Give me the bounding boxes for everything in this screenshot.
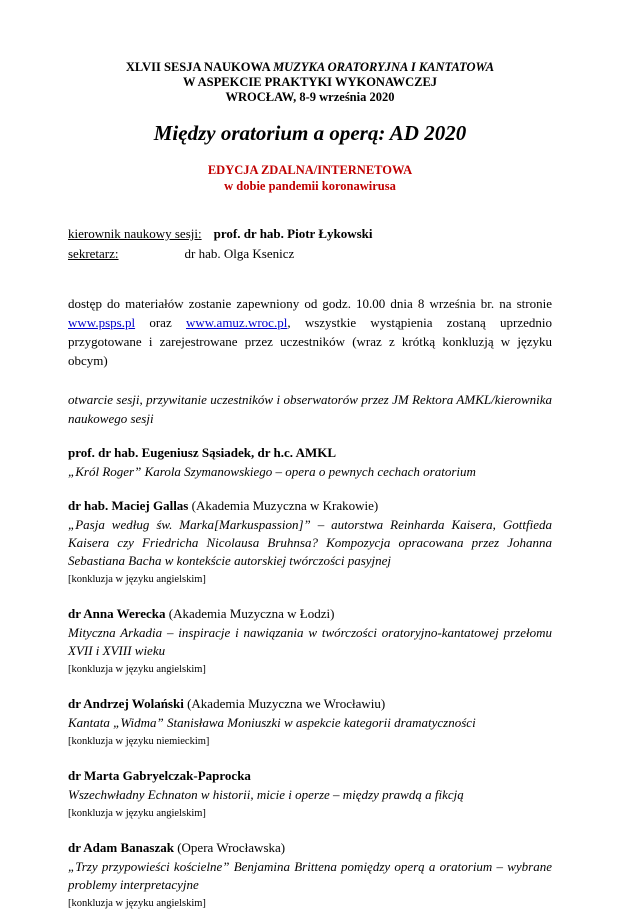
program-entry [68,444,552,481]
conference-header [68,60,552,105]
entry-conclusion-note: [konkluzja w języku niemieckim] [68,736,210,747]
entry-speaker-affiliation: (Akademia Muzyczna w Krakowie) [188,498,379,513]
roles-block [68,224,552,264]
entry-title: „Trzy przypowieści kościelne” Benjamina Brittena pomiędzy operą a oratorium – wybrane problemy interpretacyjne [68,859,552,892]
entry-speaker [68,605,552,623]
link-psps[interactable]: www.psps.pl [68,315,136,330]
entry-speaker-name: dr Marta Gabryelczak-Paprocka [68,768,251,783]
program-entry [68,497,552,589]
entry-speaker-affiliation: (Opera Wrocławska) [173,840,286,855]
entry-speaker-affiliation: (Akademia Muzyczna w Łodzi) [165,606,335,621]
role-row-scientific-director [68,224,552,244]
role-row-secretary [68,244,552,264]
header-line-1-theme: MUZYKA ORATORYJNA I KANTATOWA [273,60,495,74]
page-title: Między oratorium a operą: AD 2020 [153,121,467,145]
role-label-scientific-director: kierownik naukowy sesji: [68,226,202,241]
access-text-part-2: oraz [135,315,186,330]
entry-conclusion-note: [konkluzja w języku angielskim] [68,664,206,675]
entry-speaker-affiliation: (Akademia Muzyczna we Wrocławiu) [183,696,386,711]
entry-title: „Pasja według św. Marka[Markuspassion]” – autorstwa Reinharda Kaisera, Gottfieda Kaisera czy Friedricha Nicolausa Bruhnsa? Kompozycja opracowana przez Johanna Sebastiana Bacha w kontekście autorskiej twórczości pasyjnej [68,517,552,568]
edition-line-2: w dobie pandemii koronawirusa [224,179,396,193]
edition-line-1: EDYCJA ZDALNA/INTERNETOWA [207,163,413,177]
entry-speaker [68,695,552,713]
program-entry [68,839,552,913]
entry-speaker-name: dr Andrzej Wolański [68,696,184,711]
program-entry [68,605,552,679]
entry-speaker-name: prof. dr hab. Eugeniusz Sąsiadek, dr h.c. AMKL [68,445,337,460]
access-text-part-1: dostęp do materiałów zostanie zapewniony od godz. 10.00 dnia 8 września br. na stronie [68,296,552,311]
entry-conclusion-note: [konkluzja w języku angielskim] [68,574,206,585]
program-entry [68,695,552,751]
link-amuz-wroc[interactable]: www.amuz.wroc.pl [185,315,288,330]
entry-title: Mityczna Arkadia – inspiracje i nawiązania w twórczości oratoryjno-kantatowej przełomu XVII i XVIII wieku [68,625,552,658]
access-paragraph [68,294,552,370]
role-value-scientific-director: prof. dr hab. Piotr Łykowski [213,226,373,241]
entry-speaker-name: dr hab. Maciej Gallas [68,498,189,513]
role-value-secretary: dr hab. Olga Ksenicz [184,246,295,261]
entry-speaker-name: dr Adam Banaszak [68,840,174,855]
edition-note [68,162,552,194]
header-line-1-prefix: XLVII SESJA NAUKOWA [125,60,274,74]
entry-speaker [68,767,552,785]
entry-title: Wszechwładny Echnaton w historii, micie i operze – między prawdą a fikcją [68,787,464,802]
program-entry [68,767,552,823]
entry-speaker [68,444,552,462]
entry-speaker [68,839,552,857]
entry-speaker-name: dr Anna Werecka [68,606,166,621]
entry-speaker [68,497,552,515]
entry-conclusion-note: [konkluzja w języku angielskim] [68,808,206,819]
access-text-part-3: , wszystkie wystąpienia zostaną uprzednio przygotowane i zarejestrowane przez uczestników (wraz z krótką konkluzją w języku obcym) [68,315,552,368]
opening-paragraph: otwarcie sesji, przywitanie uczestników i obserwatorów przez JM Rektora AMKL/kierownika naukowego sesji [68,392,552,426]
entry-title: Kantata „Widma” Stanisława Moniuszki w aspekcie kategorii dramatyczności [68,715,476,730]
entry-conclusion-note: [konkluzja w języku angielskim] [68,898,206,909]
entry-title: „Król Roger” Karola Szymanowskiego – opera o pewnych cechach oratorium [68,464,476,479]
header-line-3: WROCŁAW, 8-9 września 2020 [225,90,395,104]
role-label-secretary: sekretarz: [68,246,119,261]
header-line-2: W ASPEKCIE PRAKTYKI WYKONAWCZEJ [182,75,438,89]
header-line-1 [68,60,552,75]
